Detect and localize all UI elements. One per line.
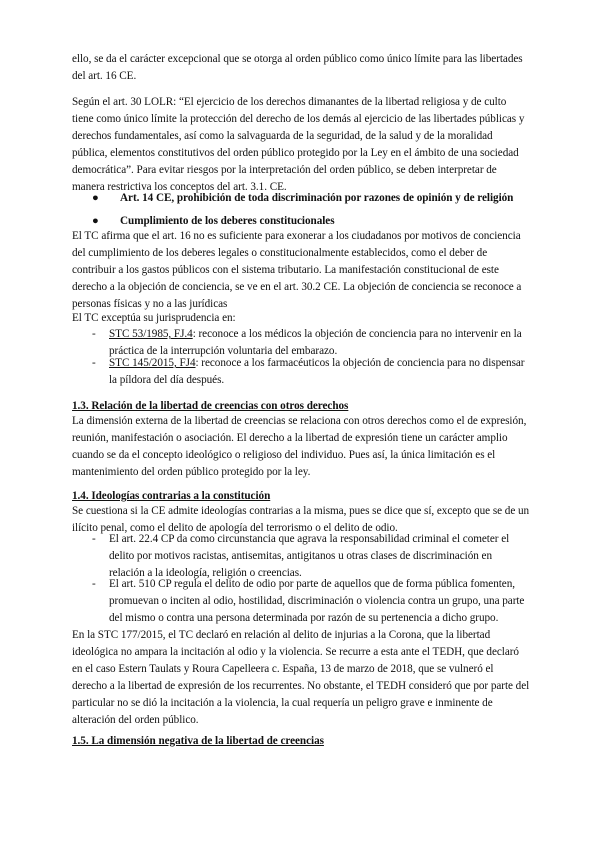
bullet-icon: ● — [92, 192, 99, 204]
paragraph-tc-exceptua: El TC exceptúa su jurisprudencia en: — [72, 312, 236, 324]
section-heading-1-3: 1.3. Relación de la libertad de creencias con otros derechos — [72, 400, 349, 412]
paragraph-otros-derechos: La dimensión externa de la libertad de creencias se relaciona con otros derechos como el de expresión, reunión, manifestación o asociación. El derecho a la libertad de expresión tiene un carácter amplio cuando se da el concepto ideológico o religioso del individuo. Pues así, la única limitación es el mantenimiento del orden público protegido por la ley. — [72, 415, 527, 478]
dash-icon: - — [92, 578, 96, 590]
case-reference-link[interactable]: STC 145/2015, FJ4 — [109, 357, 196, 369]
list-item-text: El art. 22.4 CP da como circunstancia que agrava la responsabilidad criminal el cometer el delito por motivos racistas, antisemitas, antigitanos u otras clases de discriminación en relación a la ideología, religión o creencias. — [109, 533, 510, 579]
list-item-text: : reconoce a los farmacéuticos la objeción de conciencia para no dispensar la píldora del día después. — [109, 357, 525, 386]
bullet-icon: ● — [92, 215, 99, 227]
list-item — [92, 355, 530, 389]
bullet-text: Cumplimiento de los deberes constitucionales — [120, 215, 335, 227]
paragraph-art-30-lolr: Según el art. 30 LOLR: “El ejercicio de los derechos dimanantes de la libertad religiosa y de culto tiene como único límite la protección del derecho de los demás al ejercicio de las libertades públicas y derechos fundamentales, así como la salvaguarda de la seguridad, de la salud y de la moralidad pública, elementos constitutivos del orden público protegido por la Ley en el ámbito de una sociedad democrática”. Para evitar riesgos por la interpretación del orden público, se deben interpretar de manera restrictiva los conceptos del art. 3.1. CE. — [72, 96, 525, 193]
list-item-text: : reconoce a los médicos la objeción de conciencia para no intervenir en la práctica de la interrupción voluntaria del embarazo. — [109, 328, 522, 357]
paragraph-orden-publico: ello, se da el carácter excepcional que se otorga al orden público como único límite para las libertades del art. 16 CE. — [72, 53, 523, 82]
dash-icon: - — [92, 328, 96, 340]
list-item — [92, 576, 530, 627]
dash-icon: - — [92, 533, 96, 545]
list-item-text: El art. 510 CP regula el delito de odio por parte de aquellos que de forma pública fomenten, promuevan o inciten al odio, hostilidad, discriminación o violencia contra un grupo, una parte del mismo o contra una persona determinada por razón de su pertenencia a dicho grupo. — [109, 578, 525, 624]
section-heading-1-4: 1.4. Ideologías contrarias a la constitución — [72, 490, 271, 502]
case-reference-link[interactable]: STC 53/1985, FJ.4 — [109, 328, 193, 340]
bullet-text: Art. 14 CE, prohibición de toda discriminación por razones de opinión y de religión — [120, 192, 514, 204]
section-heading-1-5: 1.5. La dimensión negativa de la libertad de creencias — [72, 735, 324, 747]
paragraph-ideologias: Se cuestiona si la CE admite ideologías contrarias a la misma, pues se dice que sí, excepto que se de un ilícito penal, como el delito de apología del terrorismo o el delito de odio. — [72, 505, 530, 534]
dash-icon: - — [92, 357, 96, 369]
paragraph-stc-177-2015: En la STC 177/2015, el TC declaró en relación al delito de injurias a la Corona, que la libertad ideológica no ampara la incitación al odio y la violencia. Se recurre a esta ante el TEDH, que declaró en el caso Estern Taulats y Roura Capelleera c. España, 13 de marzo de 2018, que se vulneró el derecho a la libertad de expresión de los recurrentes. No obstante, el TEDH consideró que por parte del particular no se dió la incitación a la violencia, la cual requería un peligro grave e inminente de alteración del orden público. — [72, 629, 530, 726]
list-item — [92, 531, 530, 582]
paragraph-objecion-conciencia: El TC afirma que el art. 16 no es suficiente para exonerar a los ciudadanos por motivos de conciencia del cumplimiento de los deberes legales o constitucionalmente establecidos, como el deber de contribuir a los gastos públicos con el sistema tributario. La manifestación constitucional de este derecho a la objeción de conciencia, se ve en el art. 30.2 CE. La objeción de conciencia se reconoce a personas físicas y no a las jurídicas — [72, 230, 522, 310]
